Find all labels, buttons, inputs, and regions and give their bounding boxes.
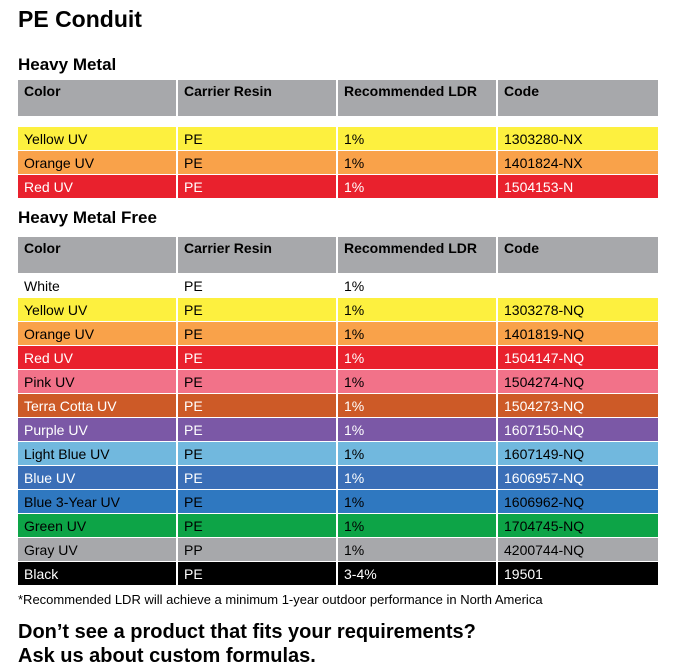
cell-color: Red UV <box>18 345 178 369</box>
cell-color: Green UV <box>18 513 178 537</box>
cell-color: Black <box>18 561 178 585</box>
call-to-action <box>18 620 476 668</box>
cell-recommended-ldr: 1% <box>338 465 498 489</box>
section-title-heavy-metal-free: Heavy Metal Free <box>18 208 157 227</box>
cell-color: Orange UV <box>18 150 178 174</box>
cell-code: 1504273-NQ <box>498 393 658 417</box>
cta-line-2: Ask us about custom formulas. <box>18 645 316 667</box>
cell-color: Yellow UV <box>18 126 178 150</box>
column-header-code: Code <box>498 80 658 116</box>
cell-carrier-resin: PE <box>178 465 338 489</box>
column-header-color: Color <box>18 237 178 273</box>
table-row <box>18 126 658 150</box>
cell-recommended-ldr: 1% <box>338 150 498 174</box>
heavy-metal-rows <box>18 116 658 198</box>
cell-color: Light Blue UV <box>18 441 178 465</box>
cell-code: 1607150-NQ <box>498 417 658 441</box>
cell-color: Red UV <box>18 174 178 198</box>
cell-color: Yellow UV <box>18 297 178 321</box>
cell-recommended-ldr: 1% <box>338 489 498 513</box>
cell-code: 4200744-NQ <box>498 537 658 561</box>
cell-carrier-resin: PE <box>178 393 338 417</box>
table-row <box>18 537 658 561</box>
table-row <box>18 297 658 321</box>
cell-code: 1504153-N <box>498 174 658 198</box>
cell-carrier-resin: PE <box>178 273 338 297</box>
cell-color: Orange UV <box>18 321 178 345</box>
cell-color: Blue UV <box>18 465 178 489</box>
column-header-code: Code <box>498 237 658 273</box>
cta-line-1: Don’t see a product that fits your requirements? <box>18 621 476 643</box>
cell-recommended-ldr: 1% <box>338 273 498 297</box>
cell-carrier-resin: PE <box>178 489 338 513</box>
cell-color: Terra Cotta UV <box>18 393 178 417</box>
column-header-color: Color <box>18 80 178 116</box>
cell-recommended-ldr: 1% <box>338 417 498 441</box>
cell-recommended-ldr: 1% <box>338 513 498 537</box>
cell-carrier-resin: PE <box>178 417 338 441</box>
table-row <box>18 321 658 345</box>
table-row <box>18 417 658 441</box>
cell-carrier-resin: PE <box>178 126 338 150</box>
table-row <box>18 393 658 417</box>
page-title: PE Conduit <box>18 6 142 32</box>
cell-code: 19501 <box>498 561 658 585</box>
table-row <box>18 369 658 393</box>
table-header-row <box>18 80 658 116</box>
column-header-carrier-resin: Carrier Resin <box>178 237 338 273</box>
cell-code: 1303278-NQ <box>498 297 658 321</box>
table-header-row <box>18 237 658 273</box>
cell-carrier-resin: PP <box>178 537 338 561</box>
table-row <box>18 513 658 537</box>
cell-carrier-resin: PE <box>178 297 338 321</box>
column-header-recommended-ldr: Recommended LDR <box>338 80 498 116</box>
table-row <box>18 489 658 513</box>
cell-carrier-resin: PE <box>178 441 338 465</box>
cell-recommended-ldr: 1% <box>338 369 498 393</box>
table-row <box>18 441 658 465</box>
cell-code: 1504147-NQ <box>498 345 658 369</box>
heavy-metal-free-rows <box>18 273 658 585</box>
cell-code: 1303280-NX <box>498 126 658 150</box>
cell-code <box>498 273 658 297</box>
table-row <box>18 174 658 198</box>
cell-recommended-ldr: 1% <box>338 441 498 465</box>
cell-recommended-ldr: 1% <box>338 126 498 150</box>
cell-carrier-resin: PE <box>178 150 338 174</box>
cell-carrier-resin: PE <box>178 369 338 393</box>
cell-carrier-resin: PE <box>178 174 338 198</box>
cell-recommended-ldr: 1% <box>338 174 498 198</box>
table-row <box>18 561 658 585</box>
cell-color: Gray UV <box>18 537 178 561</box>
cell-code: 1401824-NX <box>498 150 658 174</box>
cell-recommended-ldr: 1% <box>338 345 498 369</box>
cell-color: White <box>18 273 178 297</box>
cell-code: 1606962-NQ <box>498 489 658 513</box>
cell-carrier-resin: PE <box>178 321 338 345</box>
cell-recommended-ldr: 1% <box>338 393 498 417</box>
heavy-metal-table <box>18 80 658 198</box>
table-row <box>18 345 658 369</box>
spacer-row <box>18 116 658 126</box>
table-row <box>18 273 658 297</box>
table-row <box>18 465 658 489</box>
cell-recommended-ldr: 1% <box>338 537 498 561</box>
cell-recommended-ldr: 1% <box>338 297 498 321</box>
cell-recommended-ldr: 1% <box>338 321 498 345</box>
table-row <box>18 150 658 174</box>
cell-color: Purple UV <box>18 417 178 441</box>
cell-code: 1607149-NQ <box>498 441 658 465</box>
cell-code: 1606957-NQ <box>498 465 658 489</box>
cell-color: Pink UV <box>18 369 178 393</box>
cell-carrier-resin: PE <box>178 345 338 369</box>
cell-code: 1704745-NQ <box>498 513 658 537</box>
column-header-recommended-ldr: Recommended LDR <box>338 237 498 273</box>
footnote: *Recommended LDR will achieve a minimum 1-year outdoor performance in North America <box>18 592 543 607</box>
cell-carrier-resin: PE <box>178 513 338 537</box>
heavy-metal-free-table <box>18 237 658 585</box>
column-header-carrier-resin: Carrier Resin <box>178 80 338 116</box>
cell-color: Blue 3-Year UV <box>18 489 178 513</box>
cell-carrier-resin: PE <box>178 561 338 585</box>
cell-code: 1504274-NQ <box>498 369 658 393</box>
cell-recommended-ldr: 3-4% <box>338 561 498 585</box>
cell-code: 1401819-NQ <box>498 321 658 345</box>
section-title-heavy-metal: Heavy Metal <box>18 55 117 74</box>
